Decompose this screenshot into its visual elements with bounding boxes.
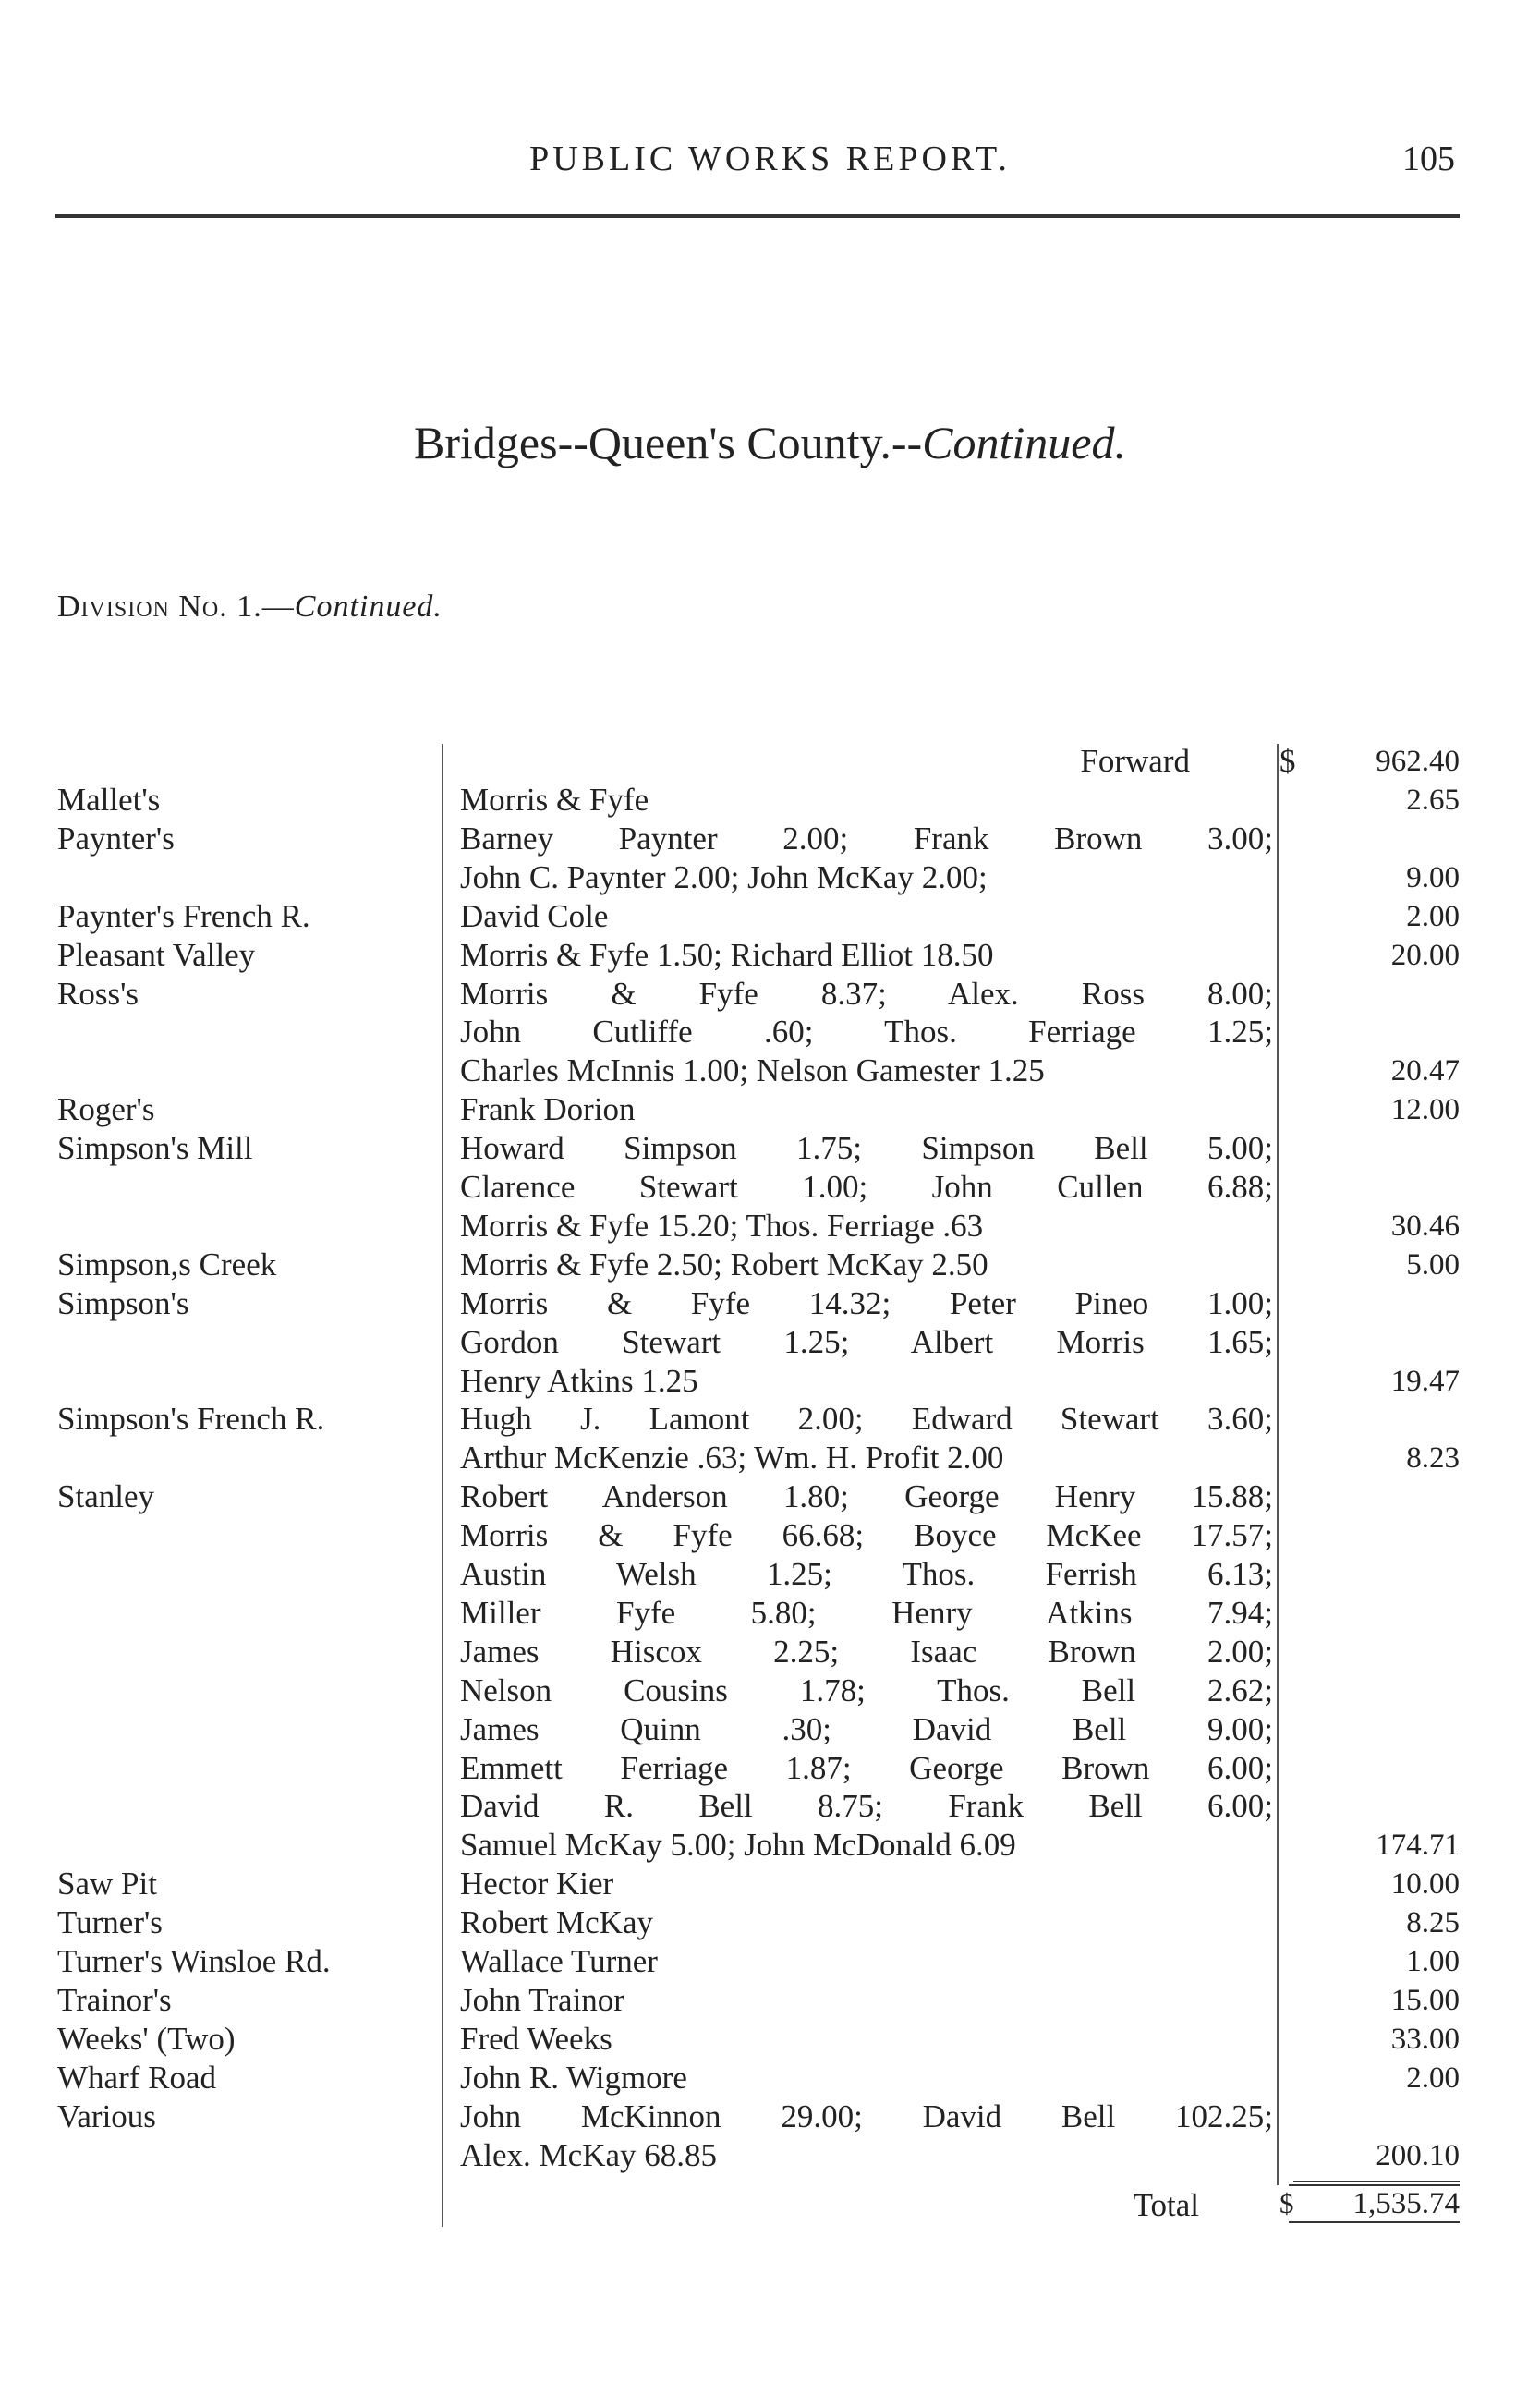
row-payee: Arthur McKenzie .63; Wm. H. Profit 2.00 [460,1440,1004,1476]
forward-amount: 962.40 [1376,745,1460,778]
row-payee: Samuel McKay 5.00; John McDonald 6.09 [460,1827,1016,1863]
row-amount [1289,1168,1460,1207]
row-place [57,1013,408,1052]
row-place [57,1516,408,1555]
row-place: Mallet's [57,782,161,818]
row-amount: 12.00 [1390,1093,1460,1126]
row-amount [1289,1710,1460,1749]
row-amount: 2.00 [1406,900,1460,933]
row-payee: John McKinnon 29.00; David Bell 102.25; [460,2098,1273,2134]
row-amount [1289,2097,1460,2136]
total-dollar: $ [1279,2187,1294,2219]
forward-label: Forward [1080,743,1190,779]
row-place: Paynter's French R. [57,898,310,934]
column-divider-left [442,744,443,2227]
row-amount: 8.23 [1406,1441,1460,1475]
row-amount [1289,1516,1460,1555]
row-amount [1289,1749,1460,1788]
row-amount: 15.00 [1390,1984,1460,2017]
division-continued: Continued. [294,590,443,624]
page-number: 105 [1402,140,1455,178]
row-payee: Fred Weeks [460,2021,612,2057]
row-place [57,1749,408,1788]
row-amount: 10.00 [1390,1867,1460,1901]
row-payee: John R. Wigmore [460,2060,687,2096]
row-place [57,1052,408,1090]
row-amount: 30.46 [1390,1210,1460,1243]
row-amount [1289,820,1460,858]
row-amount [1289,1013,1460,1052]
row-amount [1289,1284,1460,1323]
division-label: Division No. 1.— [57,590,295,624]
row-payee: Robert Anderson 1.80; George Henry 15.88; [460,1478,1273,1514]
row-place [57,1594,408,1633]
row-amount: 9.00 [1406,861,1460,894]
row-amount [1289,975,1460,1014]
row-payee: Austin Welsh 1.25; Thos. Ferrish 6.13; [460,1556,1273,1592]
row-payee: Morris & Fyfe 1.50; Richard Elliot 18.50 [460,937,994,973]
row-place: Roger's [57,1091,155,1127]
row-place: Pleasant Valley [57,937,256,973]
row-amount: 2.00 [1406,2061,1460,2095]
row-place: Wharf Road [57,2060,217,2096]
row-payee: Wallace Turner [460,1943,658,1979]
row-place: Turner's Winsloe Rd. [57,1943,331,1979]
row-place: Turner's [57,1904,163,1940]
row-amount [1289,1672,1460,1710]
column-divider-right [1277,744,1279,2185]
row-amount [1289,1787,1460,1826]
row-place: Simpson's Mill [57,1130,253,1166]
row-amount: 19.47 [1390,1365,1460,1398]
row-payee: Hector Kier [460,1866,614,1902]
row-payee: John Trainor [460,1982,624,2018]
row-place: Simpson's French R. [57,1401,325,1437]
row-amount: 20.00 [1390,939,1460,972]
row-amount [1289,1400,1460,1439]
row-amount [1289,1555,1460,1594]
row-payee: Morris & Fyfe 8.37; Alex. Ross 8.00; [460,976,1273,1012]
row-place: Ross's [57,976,139,1012]
subtotal-rule [1293,2181,1460,2182]
total-amount: 1,535.74 [1289,2184,1460,2223]
row-payee: Howard Simpson 1.75; Simpson Bell 5.00; [460,1130,1273,1166]
row-payee: Henry Atkins 1.25 [460,1363,698,1399]
header-rule [55,214,1460,218]
row-amount [1289,1129,1460,1168]
row-place [57,1555,408,1594]
row-payee: Morris & Fyfe 15.20; Thos. Ferriage .63 [460,1208,984,1244]
row-place [57,1362,408,1401]
row-place: Simpson,s Creek [57,1246,277,1283]
row-payee: Nelson Cousins 1.78; Thos. Bell 2.62; [460,1672,1273,1708]
row-payee: Gordon Stewart 1.25; Albert Morris 1.65; [460,1324,1273,1360]
row-payee: Frank Dorion [460,1091,636,1127]
row-amount: 200.10 [1376,2139,1460,2172]
row-payee: Hugh J. Lamont 2.00; Edward Stewart 3.60; [460,1401,1273,1437]
running-header [0,139,1540,185]
row-payee: Emmett Ferriage 1.87; George Brown 6.00; [460,1750,1273,1786]
row-payee: John Cutliffe .60; Thos. Ferriage 1.25; [460,1014,1273,1050]
row-payee: James Hiscox 2.25; Isaac Brown 2.00; [460,1634,1273,1670]
heading-main: Bridges--Queen's County.-- [414,417,923,468]
row-amount [1289,1594,1460,1633]
row-place: Trainor's [57,1982,172,2018]
row-place [57,1207,408,1246]
row-place [57,1787,408,1826]
row-payee: Morris & Fyfe 66.68; Boyce McKee 17.57; [460,1517,1273,1553]
row-place [57,1633,408,1672]
running-title: PUBLIC WORKS REPORT. [529,140,1011,178]
row-amount: 2.65 [1406,784,1460,817]
row-payee: Morris & Fyfe 2.50; Robert McKay 2.50 [460,1246,988,1283]
row-place: Weeks' (Two) [57,2021,236,2057]
row-payee: James Quinn .30; David Bell 9.00; [460,1711,1273,1747]
row-amount: 174.71 [1376,1829,1460,1862]
division-heading [57,590,443,625]
row-payee: Barney Paynter 2.00; Frank Brown 3.00; [460,821,1273,857]
row-place [57,2136,408,2175]
row-place [57,1672,408,1710]
row-place [57,1323,408,1362]
total-label: Total [1133,2187,1199,2223]
row-place [57,1439,408,1477]
row-amount [1289,1633,1460,1672]
row-place: Paynter's [57,821,175,857]
row-place: Simpson's [57,1285,189,1321]
row-amount: 5.00 [1406,1248,1460,1282]
row-amount: 1.00 [1406,1945,1460,1978]
row-payee: Clarence Stewart 1.00; John Cullen 6.88; [460,1169,1273,1205]
row-place [57,1168,408,1207]
section-heading [0,416,1540,469]
row-place [57,1710,408,1749]
row-payee: Morris & Fyfe 14.32; Peter Pineo 1.00; [460,1285,1273,1321]
row-place: Stanley [57,1478,154,1514]
row-payee: Alex. McKay 68.85 [460,2137,718,2173]
row-amount: 20.47 [1390,1054,1460,1088]
row-place [57,1826,408,1865]
row-payee: David Cole [460,898,609,934]
row-payee: Morris & Fyfe [460,782,649,818]
row-amount [1289,1323,1460,1362]
row-payee: John C. Paynter 2.00; John McKay 2.00; [460,859,988,895]
row-amount [1289,1477,1460,1516]
row-place: Various [57,2098,156,2134]
row-payee: Robert McKay [460,1904,653,1940]
row-place [57,858,408,897]
row-payee: David R. Bell 8.75; Frank Bell 6.00; [460,1788,1273,1824]
row-place: Saw Pit [57,1866,157,1902]
row-amount: 8.25 [1406,1906,1460,1939]
heading-continued: Continued. [922,417,1126,468]
forward-dollar: $ [1279,743,1296,779]
row-payee: Charles McInnis 1.00; Nelson Gamester 1.25 [460,1052,1045,1088]
row-amount: 33.00 [1390,2023,1460,2056]
row-payee: Miller Fyfe 5.80; Henry Atkins 7.94; [460,1595,1273,1631]
